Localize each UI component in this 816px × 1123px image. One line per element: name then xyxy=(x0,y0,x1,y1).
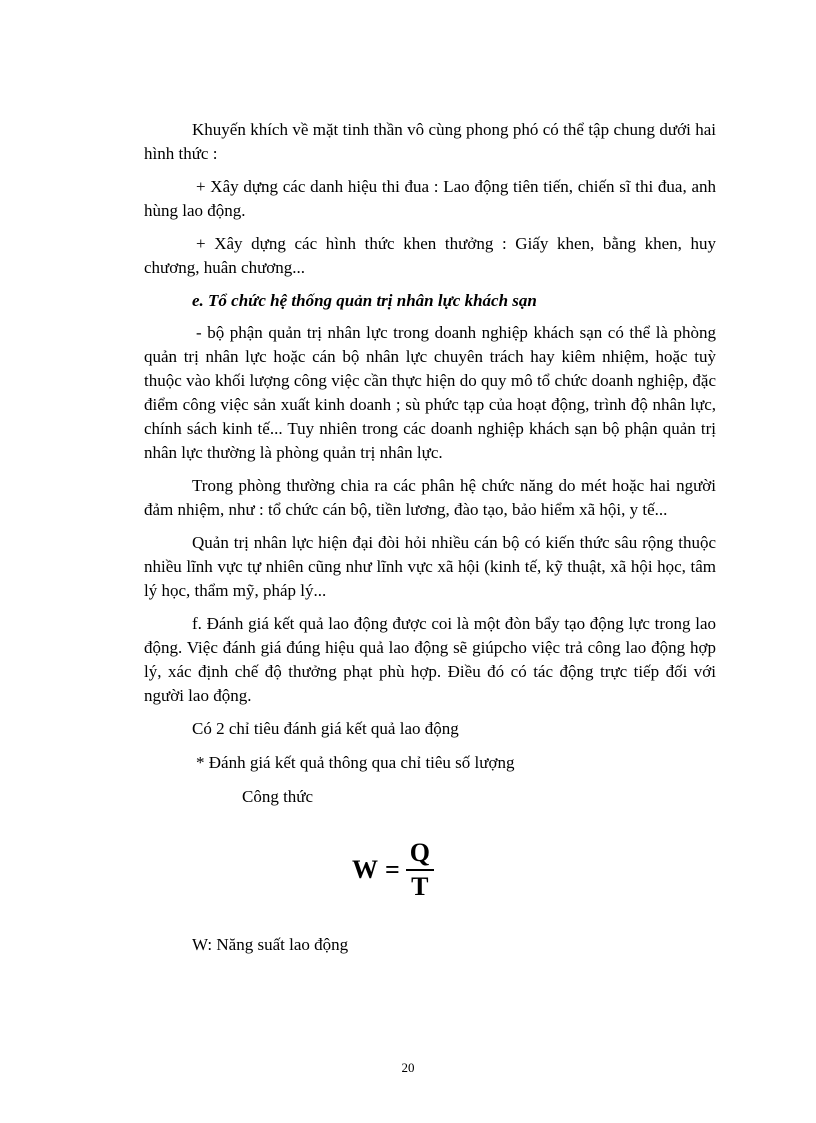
page-number: 20 xyxy=(401,1060,415,1075)
paragraph-evaluation: f. Đánh giá kết quả lao động được coi là một đòn bẩy tạo động lực trong lao động. Việc đánh giá đúng hiệu quả lao động sẽ giúpcho việc trả công lao động hợp lý, xác định chế độ thưởng phạt phù hợp. Điều đó có tác động trực tiếp đối với người lao động. xyxy=(144,614,716,705)
formula-numerator: Q xyxy=(409,838,430,867)
paragraph-subsystems: Trong phòng thường chia ra các phân hệ chức năng do mét hoặc hai người đảm nhiệm, như : tổ chức cán bộ, tiền lương, đào tạo, bảo hiểm xã hội, y tế... xyxy=(144,476,716,519)
formula-fraction xyxy=(406,840,434,900)
paragraph-two-criteria: Có 2 chỉ tiêu đánh giá kết quả lao động xyxy=(192,719,459,738)
fraction-bar xyxy=(406,869,434,871)
section-heading-e: e. Tổ chức hệ thống quản trị nhân lực khách sạn xyxy=(192,291,537,310)
paragraph-modern-hr: Quản trị nhân lực hiện đại đòi hỏi nhiều cán bộ có kiến thức sâu rộng thuộc nhiều lĩnh vực tự nhiên cũng như lĩnh vực xã hội (kinh tế, kỹ thuật, xã hội học, tâm lý học, thẩm mỹ, pháp lý... xyxy=(144,533,716,600)
productivity-formula xyxy=(352,840,434,900)
paragraph-w-definition: W: Năng suất lao động xyxy=(192,935,349,954)
paragraph-spiritual-encouragement: Khuyến khích về mặt tinh thần vô cùng phong phó có thể tập chung dưới hai hình thức : xyxy=(144,120,716,163)
paragraph-hr-department: - bộ phận quản trị nhân lực trong doanh nghiệp khách sạn có thể là phòng quản trị nhân lực hoặc cán bộ nhân lực chuyên trách hay kiêm nhiệm, hoặc tuỳ thuộc vào khối lượng công việc cần thực hiện do quy mô tổ chức doanh nghiệp, đặc điểm công việc sản xuất kinh doanh ; sù phức tạp của hoạt động, trình độ nhân lực, chính sách kinh tế... Tuy nhiên trong các doanh nghiệp khách sạn bộ phận quản trị nhân lực thường là phòng quản trị nhân lực. xyxy=(144,323,716,462)
paragraph-emulation-titles: + Xây dựng các danh hiệu thi đua : Lao động tiên tiến, chiến sĩ thi đua, anh hùng lao động. xyxy=(144,177,716,220)
paragraph-quantity-criteria: * Đánh giá kết quả thông qua chỉ tiêu số lượng xyxy=(196,753,515,772)
formula-label: Công thức xyxy=(242,787,314,806)
document-page xyxy=(144,118,716,954)
formula-lhs: W xyxy=(352,855,379,884)
formula-denominator: T xyxy=(411,872,429,901)
formula-equals: = xyxy=(385,855,400,884)
paragraph-reward-forms: + Xây dựng các hình thức khen thưởng : Giấy khen, bằng khen, huy chương, huân chương... xyxy=(144,234,716,277)
